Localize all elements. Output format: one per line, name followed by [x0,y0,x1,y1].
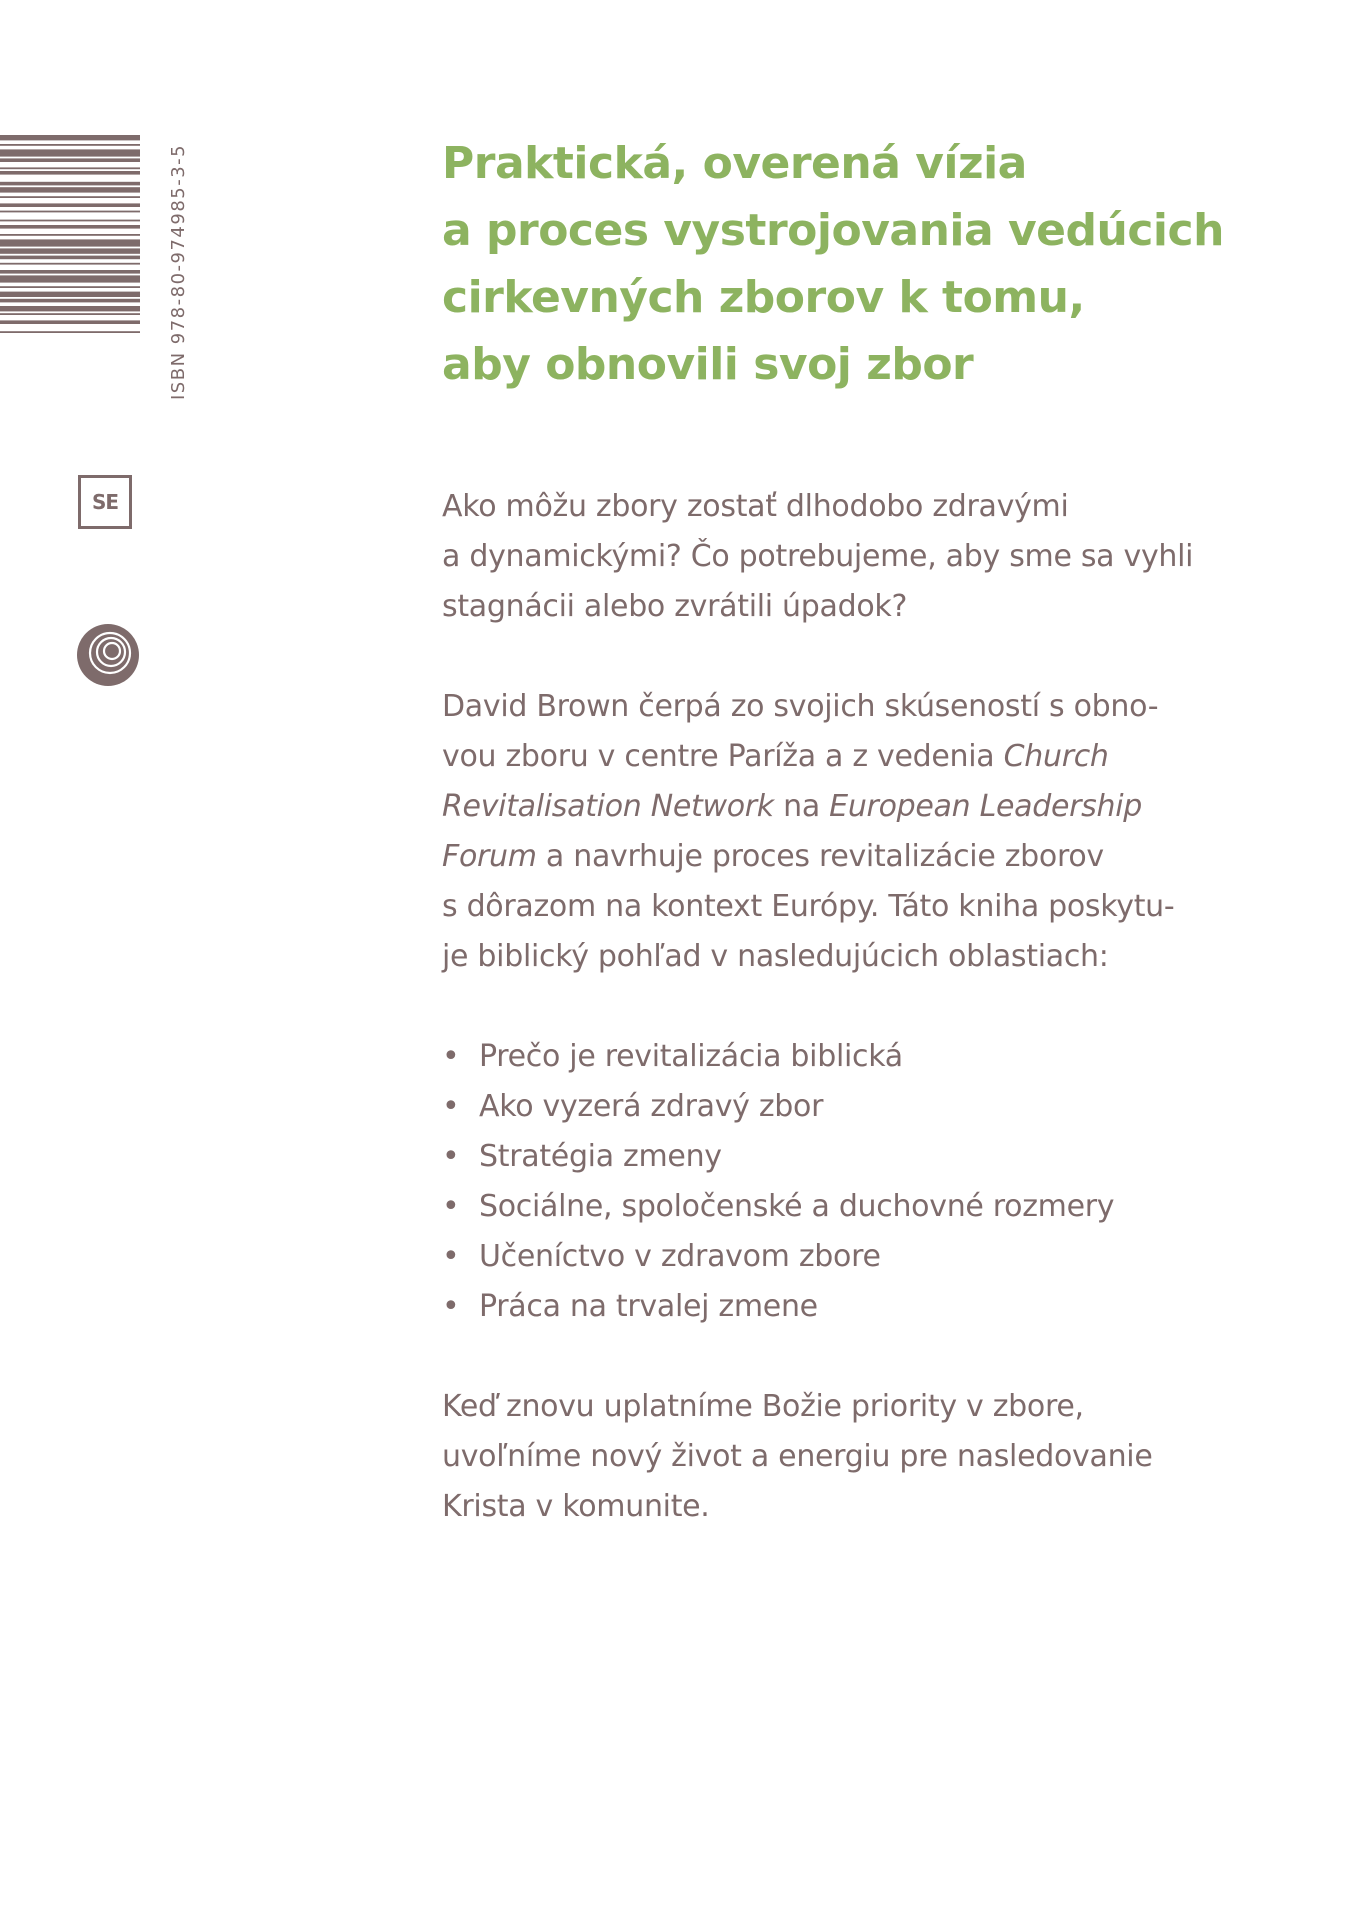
barcode-bar [0,286,140,288]
barcode-bar [0,239,140,246]
organization-name: European Leadership [829,789,1142,824]
topics-list [442,1032,1242,1332]
topic-text: Stratégia zmeny [479,1139,722,1174]
bullet-icon: • [442,1089,460,1124]
barcode-bar [0,313,140,315]
description-line: s dôrazom na kontext Európy. Táto kniha poskytu- [442,889,1175,924]
barcode-bar [0,158,140,162]
description-line [442,832,1242,882]
headline-line: Praktická, overená vízia [442,138,1027,189]
barcode-bar [0,182,140,186]
organization-name: Revitalisation Network [442,789,774,824]
topic-text: Sociálne, spoločenské a duchovné rozmery [479,1189,1115,1224]
barcode-bar [0,320,140,324]
barcode-bar [0,149,140,156]
barcode-bar [0,248,140,253]
list-item [442,1282,1242,1332]
headline-line: aby obnovili svoj zbor [442,339,974,390]
barcode-bar [0,144,140,146]
barcode-bar [0,171,140,175]
bullet-icon: • [442,1039,460,1074]
spiral-logo-icon [76,623,140,687]
headline-line: a proces vystrojovania vedúcich [442,205,1224,256]
intro-line: Ako môžu zbory zostať dlhodobo zdravými [442,489,1069,524]
topic-text: Práca na trvalej zmene [479,1289,818,1324]
headline [442,130,1242,398]
bullet-icon: • [442,1139,460,1174]
description-paragraph [442,682,1242,982]
barcode-bar [0,220,140,222]
list-item [442,1082,1242,1132]
closing-line: Keď znovu uplatníme Božie priority v zbore, [442,1389,1084,1424]
barcode-bar [0,135,140,140]
barcode-bar [0,292,140,297]
barcode-bar [0,263,140,265]
barcode-bar [0,203,140,207]
organization-name: Church [1003,739,1109,774]
bullet-icon: • [442,1289,460,1324]
topic-text: Ako vyzerá zdravý zbor [479,1089,824,1124]
intro-line: a dynamickými? Čo potrebujeme, aby sme sa vyhli [442,539,1194,574]
description-line [442,782,1242,832]
barcode-bar [0,256,140,260]
description-line: je biblický pohľad v nasledujúcich oblastiach: [442,939,1109,974]
isbn-barcode [0,135,140,400]
closing-line: Krista v komunite. [442,1489,710,1524]
description-text: vou zboru v centre Paríža a z vedenia [442,739,1004,774]
bullet-icon: • [442,1189,460,1224]
barcode-bar [0,225,140,229]
intro-paragraph [442,482,1242,632]
list-item [442,1132,1242,1182]
list-item [442,1182,1242,1232]
description-line: David Brown čerpá zo svojich skúseností s obno- [442,689,1159,724]
closing-line: uvoľníme nový život a energiu pre nasledovanie [442,1439,1153,1474]
back-cover-text [442,130,1242,1532]
barcode-bar [0,234,140,236]
barcode-bar [0,167,140,169]
barcode-bar [0,211,140,213]
description-line [442,732,1242,782]
barcode-bar [0,299,140,303]
bullet-icon: • [442,1239,460,1274]
list-item [442,1032,1242,1082]
barcode-bar [0,275,140,282]
description-text: a navrhuje proces revitalizácie zborov [536,839,1104,874]
closing-paragraph [442,1382,1242,1532]
intro-line: stagnácii alebo zvrátili úpadok? [442,589,908,624]
topic-text: Učeníctvo v zdravom zbore [479,1239,881,1274]
barcode-bar [0,331,140,333]
list-item [442,1232,1242,1282]
barcode-bar [0,196,140,198]
organization-name: Forum [442,839,537,874]
barcode-bar [0,270,140,274]
headline-line: cirkevných zborov k tomu, [442,272,1085,323]
barcode-bar [0,187,140,192]
barcode-bar [0,306,140,311]
description-text: na [773,789,830,824]
se-publisher-logo: SE [78,475,132,529]
topic-text: Prečo je revitalizácia biblická [479,1039,903,1074]
isbn-number: ISBN 978-80-974985-3-5 [168,143,189,400]
